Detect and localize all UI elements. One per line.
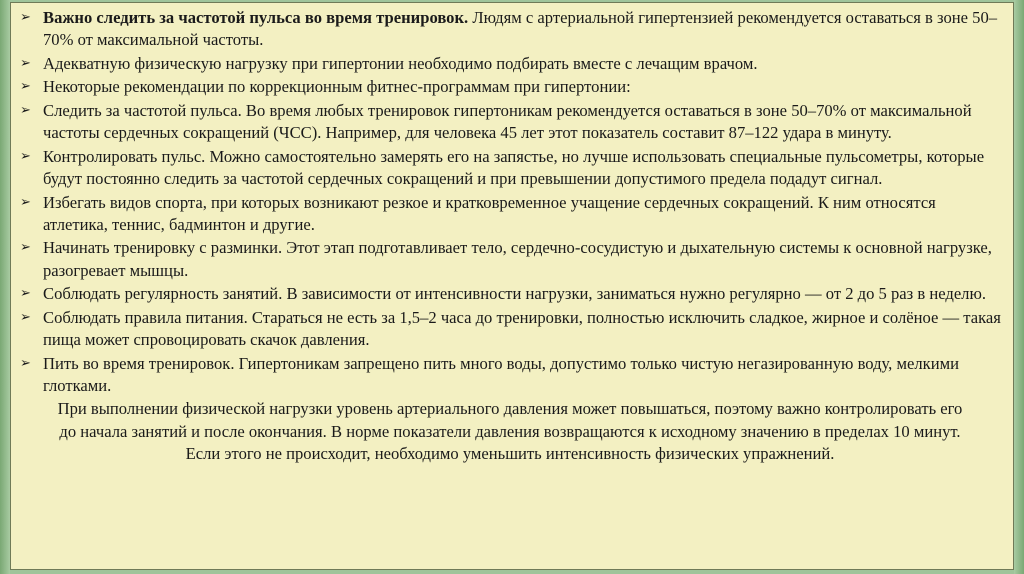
list-item <box>17 76 1003 98</box>
item-text: Пить во время тренировок. Гипертоникам запрещено пить много воды, допустимо только чистую негазированную воду, мелкими глотками. <box>43 353 959 395</box>
list-item <box>17 353 1003 397</box>
arrowhead-bullet-icon: ➢ <box>20 309 31 325</box>
item-text: Начинать тренировку с разминки. Этот этап подготавливает тело, сердечно-сосудистую и дыхательную системы к основной нагрузке, разогревает мышцы. <box>43 238 992 280</box>
arrowhead-bullet-icon: ➢ <box>20 355 31 371</box>
arrowhead-bullet-icon: ➢ <box>20 286 31 302</box>
item-text: Адекватную физическую нагрузку при гипертонии необходимо подбирать вместе с лечащим врачом. <box>43 53 758 73</box>
left-decorative-stripe <box>0 0 10 574</box>
arrowhead-bullet-icon: ➢ <box>20 148 31 164</box>
arrowhead-bullet-icon: ➢ <box>20 55 31 71</box>
arrowhead-bullet-icon: ➢ <box>20 102 31 118</box>
slide-text-panel <box>10 2 1014 570</box>
item-text: Соблюдать регулярность занятий. В зависимости от интенсивности нагрузки, заниматься нужно регулярно — от 2 до 5 раз в неделю. <box>43 284 987 304</box>
list-item <box>17 7 1003 51</box>
arrowhead-bullet-icon: ➢ <box>20 10 31 25</box>
arrowhead-bullet-icon: ➢ <box>20 240 31 256</box>
item-text: Контролировать пульс. Можно самостоятельно замерять его на запястье, но лучше использовать специальные пульсометры, которые будут постоянно следить за частотой сердечных сокращений и при превышении допустимого предела подадут сигнал. <box>43 146 985 188</box>
arrowhead-bullet-icon: ➢ <box>20 79 31 95</box>
list-item <box>17 307 1003 351</box>
arrowhead-bullet-icon: ➢ <box>20 194 31 210</box>
item-text: Некоторые рекомендации по коррекционным фитнес-программам при гипертонии: <box>43 77 631 97</box>
item-lead-text: Важно следить за частотой пульса во время тренировок. <box>43 8 469 27</box>
right-decorative-stripe <box>1014 0 1024 574</box>
item-text: Следить за частотой пульса. Во время любых тренировок гипертоникам рекомендуется оставаться в зоне 50–70% от максимальной частоты сердечных сокращений (ЧСС). Например, для человека 45 лет этот показатель составит 87–122 удара в минуту. <box>43 100 972 143</box>
list-item <box>17 237 1003 281</box>
item-text: Соблюдать правила питания. Стараться не есть за 1,5–2 часа до тренировки, полностью исключить сладкое, жирное и солёное — такая пища может спровоцировать скачок давления. <box>43 307 1001 349</box>
bullet-list <box>17 7 1003 397</box>
list-item <box>17 100 1003 144</box>
item-text: Людям с артериальной гипертензией рекомендуется оставаться в зоне 50–70% от максимальной частоты. <box>43 8 998 50</box>
item-text: Избегать видов спорта, при которых возникают резкое и кратковременное учащение сердечных сокращений. К ним относятся атлетика, теннис, бадминтон и другие. <box>43 192 936 234</box>
list-item <box>17 146 1003 190</box>
closing-paragraph: При выполнении физической нагрузки уровень артериального давления может повышаться, поэтому важно контролировать его до начала занятий и после окончания. В норме показатели давления возвращаются к исходному значению в пределах 10 минут. Если этого не происходит, необходимо уменьшить интенсивность физических упражнений. <box>57 399 963 463</box>
list-item <box>17 53 1003 75</box>
list-item <box>17 283 1003 305</box>
list-item <box>17 192 1003 236</box>
